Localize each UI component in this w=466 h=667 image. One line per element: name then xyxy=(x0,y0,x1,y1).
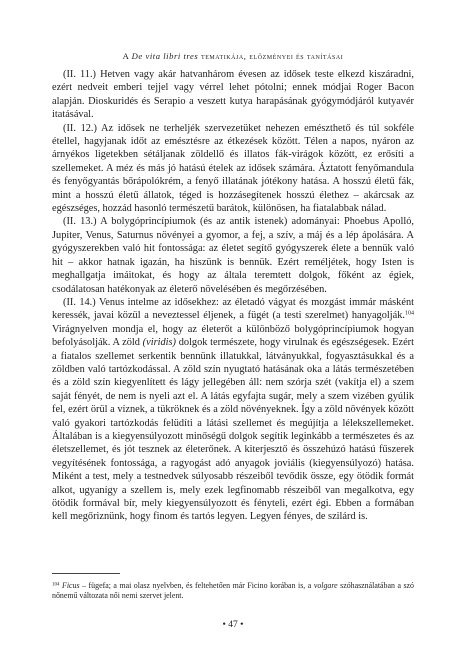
footnote-number: 104 xyxy=(52,582,60,588)
footnote-text-end: szóhasználatában a szó nőnemű változata női nemi szervet jelent. xyxy=(52,581,414,601)
footnote-divider xyxy=(52,573,120,574)
running-head-prefix: A xyxy=(122,51,132,61)
body-text xyxy=(52,68,414,524)
running-head-rest: tematikája, előzményei és tanításai xyxy=(198,51,344,61)
paragraph-ii-14 xyxy=(52,296,414,524)
paragraph-ii-14-middle: Virágnyelven mondja el, hogy az életerőt a különböző bolygóprincípiumok hogyan befolyásolják. A zöld xyxy=(52,323,414,349)
running-head xyxy=(0,51,466,61)
paragraph-ii-12: (II. 12.) Az idősek ne terheljék szervezetüket nehezen emészthető és túl sokféle étellel, hagyjanak időt az emésztésre az étkezések között. Télen a napos, nyáron az árnyékos ligetekben sétáljanak zöldellő és illatos fák-virágok között, ez erősíti a szellemeket. A méz és más jó hatású ételek az idősek számára. Áztatott fenyőmandula és fenyőgyantás bőrápolókrém, a fenyő illatának jótékony hatása. A hosszú életű fák, mint a hosszú életű állatok, téged is hozzásegítenek hosszú élethez – akárcsak az egészséges, hozzád hasonló természetű barátok, különösen, ha fiatalabbak nálad. xyxy=(52,122,414,215)
footnote-text-start: – fügefa; a mai olasz nyelvben, és feltehetően már Ficino korában is, a xyxy=(79,581,314,590)
footnote-term: Ficus xyxy=(62,581,80,590)
paragraph-ii-11: (II. 11.) Hetven vagy akár hatvanhárom évesen az idősek teste elkezd kiszáradni, ezért nedveit emberi tejjel vagy vérrel lehet pótolni; ennek módjai Roger Bacon alapján. Dioskuridés és Serapio a veszett kutya harapásának gyógymódjáról kutyavér itatásával. xyxy=(52,69,414,121)
footnote-volgare: volgare xyxy=(313,581,338,590)
page-number: • 47 • xyxy=(222,620,244,630)
paragraph-ii-13: (II. 13.) A bolygóprincípiumok (és az antik istenek) adományai: Phoebus Apolló, Jupiter, Venus, Saturnus növényei a gyomor, a fej, a szív, a máj és a lép ápolására. A gyógyszerekben való hit fontossága: az életet segítő gyógyszerek élete a bennük való hit – akkor hatnak igazán, ha hiszünk is bennük. Ezért reméljétek, hogy Isten is meghallgatja imáitokat, és hogy az általa teremtett dolgok, főként az égiek, csodálatosan hatékonyak az életerő növelésében és megőrzésében. xyxy=(52,216,414,295)
running-head-title: De vita libri tres xyxy=(131,51,199,61)
footnote-reference[interactable]: 104 xyxy=(405,310,414,317)
viridis-term: (viridis) xyxy=(142,337,176,349)
footnote xyxy=(52,581,414,601)
paragraph-ii-14-start: (II. 14.) Venus intelme az idősekhez: az életadó vágyat és mozgást immár másként keressék, javai közül a neveztessel éljenek, a fügét (a testi szerelmet) hanyagolják. xyxy=(52,296,414,322)
paragraph-ii-14-end: dolgok természete, hogy virulnak és egészségesek. Ezért a fiatalos szellemet serkentik bennünk illatukkal, látványukkal, fogyasztásukkal és a zöldben való tartózkodással. A zöld szín nyugtató hatásának oka a látás természetében és a zöld szín kiegyenlített és lágy jellegében áll: nem szórja szét (vakítja el) a szem saját fényét, de nem is nyeli azt el. A látás egyfajta sugár, mely a szem vizében gyúlik fel, ezért örül a víznek, a tükröknek és a zöld növényeknek. Így a zöld növények között való gyakori tartózkodás felüdíti a látási szellemet és megújítja a lélekszellemeket. Általában is a kiegyensúlyozott minőségű dolgok segítik leginkább a természetes és az életszellemet, és jót tesznek az életerőnek. A kiterjesztő és összehúzó hatású fűszerek vegyítésének fontossága, a ragyogást adó anyagok joviális (kiegyensúlyozó) hatása. Miként a test, mely a testnedvek súlyosabb részeiből tevődik össze, egy ötödik formát alkot, ugyanígy a szellem is, mely ezek legfinomabb részeiből van megalkotva, egy ötödik formával bír, mely kiegyensúlyozott és fényteli, ezért égi. Ebben a formában kell megőriznünk, hogy finom és tartós legyen. Legyen fényes, de szilárd is. xyxy=(52,337,414,523)
